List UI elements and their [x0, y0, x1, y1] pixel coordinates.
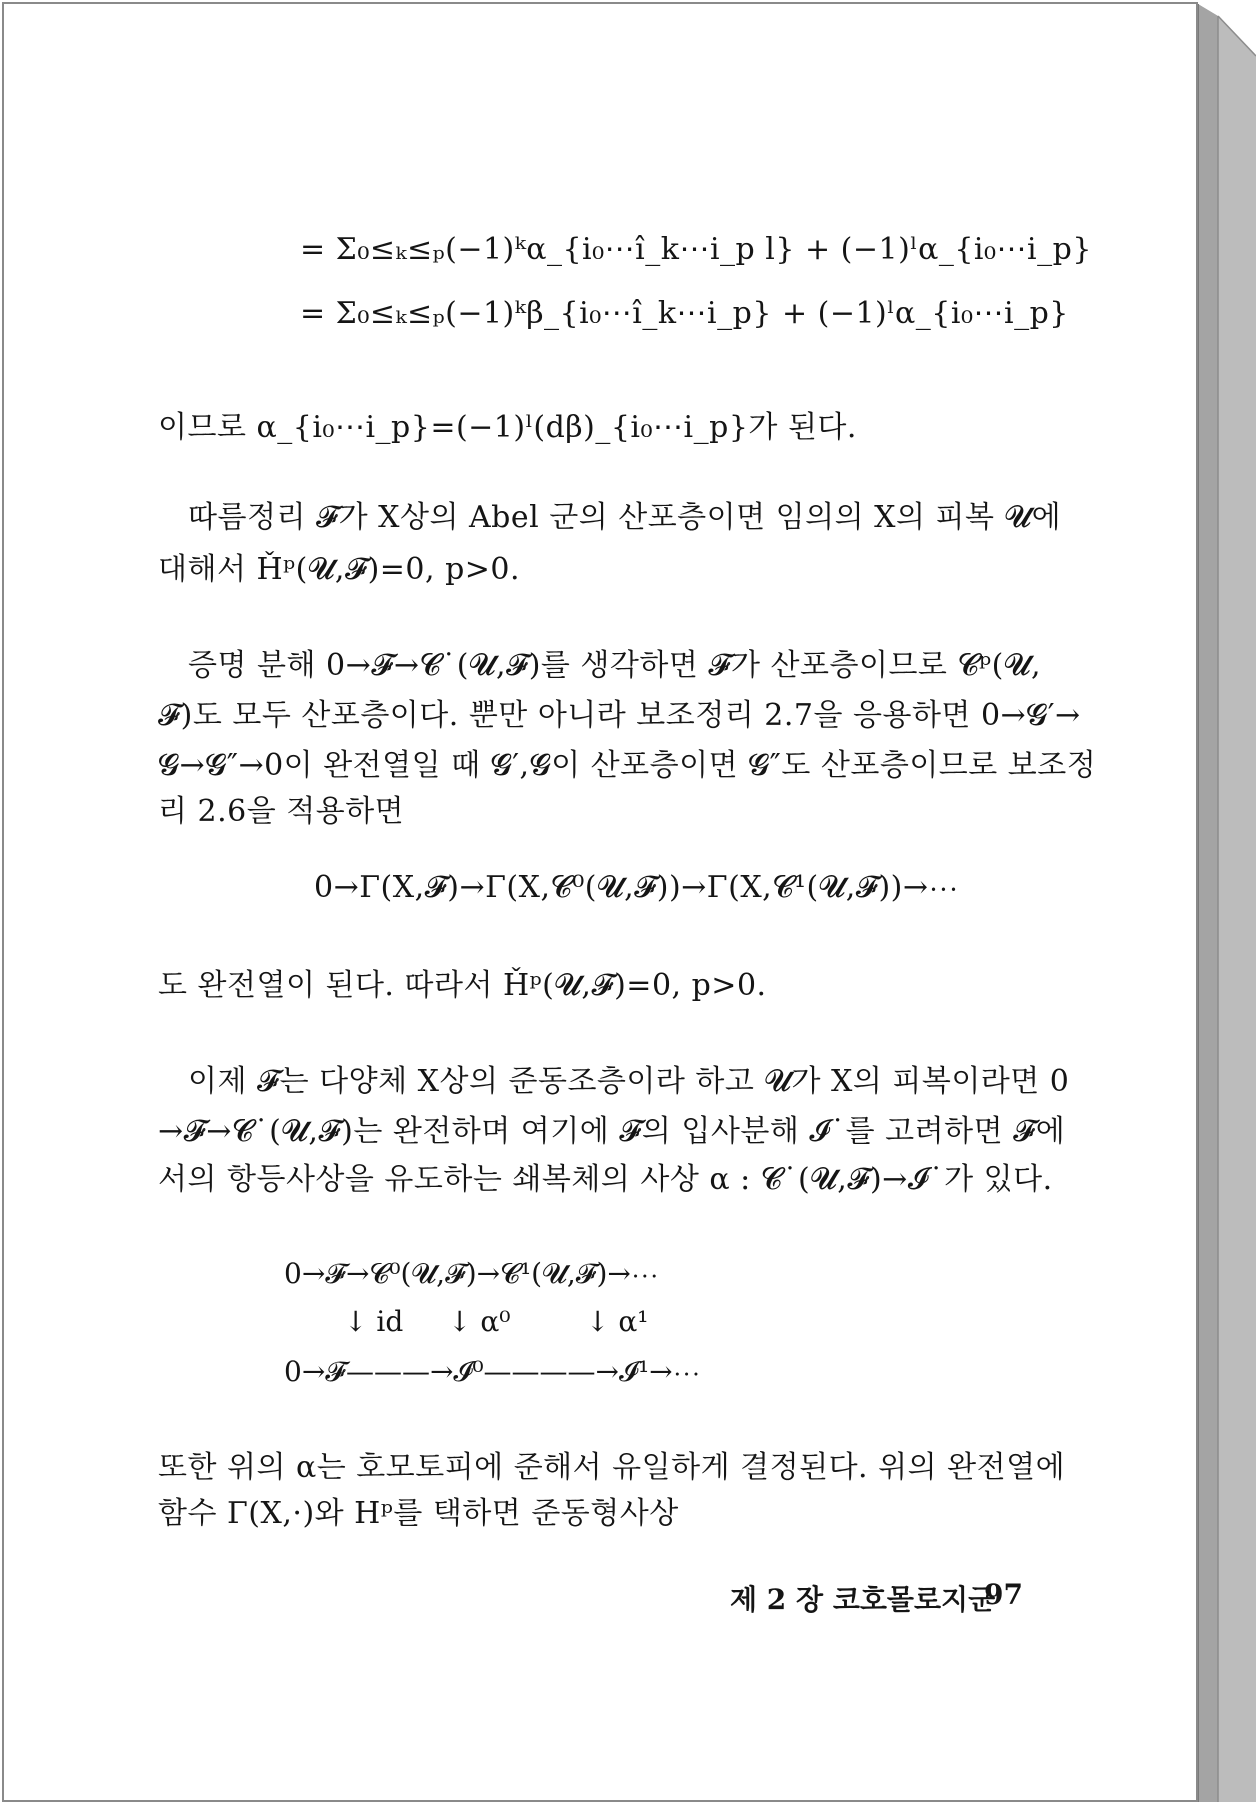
- corollary-line-1: 따름정리 𝓕가 X상의 Abel 군의 산포층이면 임의의 X의 피복 𝓤에: [188, 500, 1062, 535]
- proof-line-1: 증명 분해 0→𝓕→𝓒˙(𝓤,𝓕)를 생각하면 𝓕가 산포층이므로 𝓒ᵖ(𝓤,: [188, 648, 1041, 683]
- diagram-arrow-alpha1: ↓ α¹: [586, 1305, 649, 1338]
- equation-line-1: = Σ₀≤ₖ≤ₚ(−1)ᵏα_{i₀⋯î_k⋯i_p l} + (−1)ˡα_{i₀⋯i_p}: [300, 232, 1092, 267]
- proof-line-4: 리 2.6을 적용하면: [158, 794, 405, 829]
- diagram-arrow-alpha0: ↓ α⁰: [448, 1305, 511, 1338]
- diagram-arrow-id: ↓ id: [344, 1305, 404, 1338]
- corollary-line-2: 대해서 Ȟᵖ(𝓤,𝓕)=0, p>0.: [158, 552, 521, 587]
- proof-line-3: 𝓖→𝓖″→0이 완전열일 때 𝓖′,𝓖이 산포층이면 𝓖″도 산포층이므로 보조정: [158, 748, 1097, 783]
- diagram-top-row: 0→𝓕→𝓒⁰(𝓤,𝓕)→𝓒¹(𝓤,𝓕)→⋯: [284, 1257, 659, 1290]
- paragraph-4-line-2: 함수 Γ(X,·)와 Hᵖ를 택하면 준동형사상: [158, 1496, 679, 1531]
- diagram-bottom-row: 0→𝓕———→𝓘⁰————→𝓘¹→⋯: [284, 1355, 701, 1388]
- gamma-exact-sequence: 0→Γ(X,𝓕)→Γ(X,𝓒⁰(𝓤,𝓕))→Γ(X,𝓒¹(𝓤,𝓕))→⋯: [314, 870, 959, 905]
- page-number: 97: [984, 1578, 1023, 1611]
- paragraph-3-line-2: →𝓕→𝓒˙(𝓤,𝓕)는 완전하며 여기에 𝓕의 입사분해 𝓘˙를 고려하면 𝓕에: [158, 1114, 1066, 1149]
- book-edge: [1198, 4, 1256, 1802]
- paragraph-3-line-3: 서의 항등사상을 유도하는 쇄복체의 사상 α : 𝓒˙(𝓤,𝓕)→𝓘˙가 있다.: [158, 1162, 1053, 1197]
- paragraph-exact-conclusion: 도 완전열이 된다. 따라서 Ȟᵖ(𝓤,𝓕)=0, p>0.: [158, 968, 767, 1003]
- paragraph-3-line-1: 이제 𝓕는 다양체 X상의 준동조층이라 하고 𝓤가 X의 피복이라면 0: [188, 1064, 1070, 1099]
- proof-line-2: 𝓕)도 모두 산포층이다. 뿐만 아니라 보조정리 2.7을 응용하면 0→𝓖′→: [158, 698, 1081, 733]
- equation-line-2: = Σ₀≤ₖ≤ₚ(−1)ᵏβ_{i₀⋯î_k⋯i_p} + (−1)ˡα_{i₀⋯i_p}: [300, 296, 1069, 331]
- paragraph-4-line-1: 또한 위의 α는 호모토피에 준해서 유일하게 결정된다. 위의 완전열에: [158, 1450, 1066, 1485]
- paragraph-alpha-result: 이므로 α_{i₀⋯i_p}=(−1)ˡ(dβ)_{i₀⋯i_p}가 된다.: [158, 410, 857, 445]
- running-footer-chapter: 제 2 장 코호몰로지군: [730, 1583, 996, 1616]
